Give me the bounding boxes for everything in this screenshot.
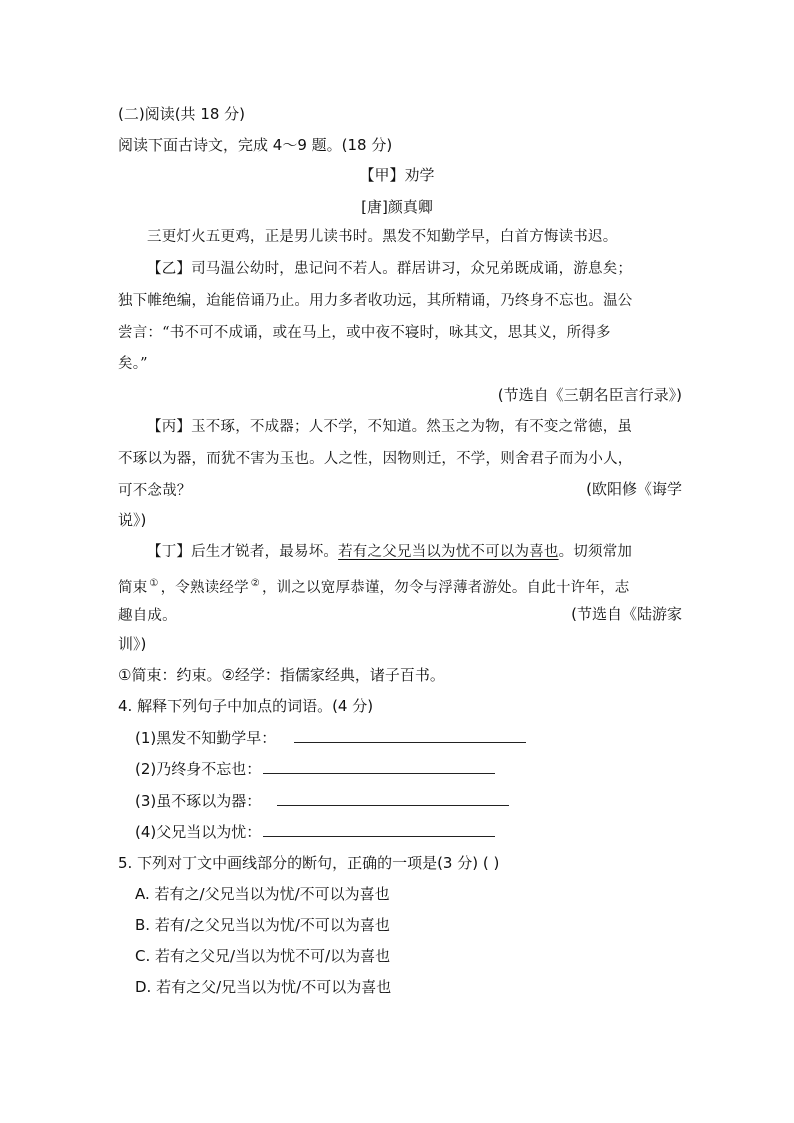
question-4-item-2-label: (2)乃终身不忘也： bbox=[135, 760, 262, 778]
passage-ding-line2 bbox=[118, 574, 629, 598]
answer-blank-1[interactable] bbox=[294, 728, 526, 743]
poem-title: 【甲】劝学 bbox=[359, 166, 435, 184]
passage-ding-line2-c: ，训之以宽厚恭谨，勿令与浮薄者游处。自此十许年，志 bbox=[261, 580, 630, 596]
question-5-stem: 5. 下列对丁文中画线部分的断句，正确的一项是(3 分) ( ) bbox=[118, 854, 500, 872]
question-4-item-1 bbox=[135, 728, 526, 748]
passage-bing-line3: 可不念哉？ bbox=[118, 483, 192, 499]
section-heading: (二)阅读(共 18 分) bbox=[118, 105, 246, 123]
passage-bing-line1: 【丙】玉不琢，不成器；人不学，不知道。然玉之为物，有不变之常德，虽 bbox=[147, 419, 633, 435]
question-5-option-c[interactable]: C. 若有之父兄/当以为忧不可/以为喜也 bbox=[135, 947, 391, 965]
underlined-sentence: 若有之父兄当以为忧不可以为喜也 bbox=[338, 544, 559, 560]
passage-yi-line4: 矣。” bbox=[118, 356, 148, 372]
question-5-option-d[interactable]: D. 若有之父/兄当以为忧/不可以为喜也 bbox=[135, 978, 392, 996]
question-4-item-1-label: (1)黑发不知勤学早： bbox=[135, 729, 277, 747]
poem-author: [唐]颜真卿 bbox=[361, 198, 433, 216]
passage-ding-source-part1: (节选自《陆游家 bbox=[571, 605, 682, 623]
footnote-mark-2: ② bbox=[250, 578, 260, 589]
question-4-item-3 bbox=[135, 791, 509, 811]
passage-bing-source-part1: (欧阳修《诲学 bbox=[586, 480, 682, 498]
passage-ding-line1-start: 【丁】后生才锐者，最易坏。 bbox=[147, 544, 339, 560]
answer-blank-2[interactable] bbox=[263, 759, 495, 774]
passage-ding-source-part2: 训》) bbox=[118, 635, 147, 653]
footnote-mark-1: ① bbox=[149, 578, 159, 589]
passage-yi-line3: 尝言：“书不可不成诵，或在马上，或中夜不寝时，咏其文，思其义，所得多 bbox=[118, 325, 611, 341]
passage-yi-source: (节选自《三朝名臣言行录》) bbox=[497, 386, 682, 404]
answer-blank-3[interactable] bbox=[277, 791, 509, 806]
footnotes: ①简束：约束。②经学：指儒家经典，诸子百书。 bbox=[118, 666, 445, 684]
question-5-option-a[interactable]: A. 若有之/父兄当以为忧/不可以为喜也 bbox=[135, 885, 390, 903]
passage-bing-source-part2: 说》) bbox=[118, 511, 147, 529]
question-4-item-4-label: (4)父兄当以为忧： bbox=[135, 823, 262, 841]
answer-blank-4[interactable] bbox=[263, 822, 495, 837]
passage-ding-line2-b: ，令熟读经学 bbox=[160, 580, 249, 596]
question-4-item-4 bbox=[135, 822, 495, 842]
passage-ding-line1-end: 。切须常加 bbox=[558, 544, 633, 560]
question-4-stem: 4. 解释下列句子中加点的词语。(4 分) bbox=[118, 697, 374, 715]
passage-yi-line1: 【乙】司马温公幼时，患记问不若人。群居讲习，众兄弟既成诵，游息矣； bbox=[147, 261, 633, 277]
question-4-item-3-label: (3)虽不琢以为器： bbox=[135, 792, 262, 810]
passage-ding-line3: 趣自成。 bbox=[118, 608, 177, 624]
poem-text: 三更灯火五更鸡，正是男儿读书时。黑发不知勤学早，白首方悔读书迟。 bbox=[147, 229, 618, 245]
passage-ding-line1 bbox=[147, 542, 632, 562]
section-instruction: 阅读下面古诗文，完成 4～9 题。(18 分) bbox=[118, 136, 393, 154]
passage-ding-line2-a: 简束 bbox=[118, 580, 148, 596]
passage-bing-line2: 不琢以为器，而犹不害为玉也。人之性，因物则迁，不学，则舍君子而为小人， bbox=[118, 451, 633, 467]
question-5-option-b[interactable]: B. 若有/之父兄当以为忧/不可以为喜也 bbox=[135, 916, 390, 934]
passage-yi-line2: 独下帷绝编，迨能倍诵乃止。用力多者收功远，其所精诵，乃终身不忘也。温公 bbox=[118, 293, 633, 309]
question-4-item-2 bbox=[135, 759, 495, 779]
